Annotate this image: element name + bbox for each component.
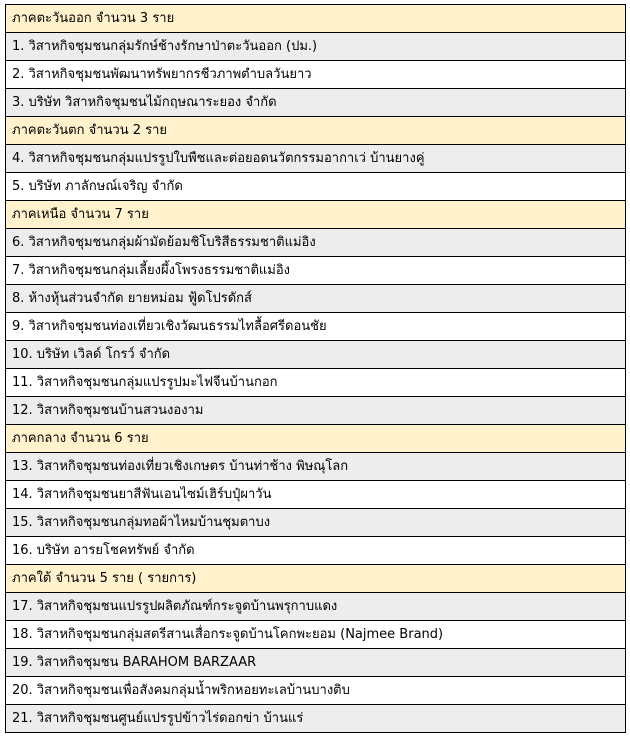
table-row — [6, 677, 626, 705]
enterprise-name-cell: 6. วิสาหกิจชุมชนกลุ่มผ้ามัดย้อมชิโบริสีธรรมชาติแม่อิง — [6, 229, 626, 257]
table-row — [6, 481, 626, 509]
enterprise-name-cell: 1. วิสาหกิจชุมชนกลุ่มรักษ์ช้างรักษาป่าตะวันออก (ปม.) — [6, 33, 626, 61]
region-header-cell: ภาคตะวันตก จำนวน 2 ราย — [6, 117, 626, 145]
region-header-cell: ภาคตะวันออก จำนวน 3 ราย — [6, 5, 626, 33]
table-row — [6, 145, 626, 173]
enterprise-name-cell: 19. วิสาหกิจชุมชน BARAHOM BARZAAR — [6, 649, 626, 677]
region-header-cell: ภาคเหนือ จำนวน 7 ราย — [6, 201, 626, 229]
table-row — [6, 173, 626, 201]
enterprise-name-cell: 3. บริษัท วิสาหกิจชุมชนไม้กฤษณาระยอง จำกัด — [6, 89, 626, 117]
region-header-row — [6, 425, 626, 453]
enterprise-name-cell: 18. วิสาหกิจชุมชนกลุ่มสตรีสานเสื่อกระจูดบ้านโคกพะยอม (Najmee Brand) — [6, 621, 626, 649]
enterprise-name-cell: 20. วิสาหกิจชุมชนเพื่อสังคมกลุ่มน้ำพริกหอยทะเลบ้านบางติบ — [6, 677, 626, 705]
enterprise-name-cell: 9. วิสาหกิจชุมชนท่องเที่ยวเชิงวัฒนธรรมไทลื้อศรีดอนชัย — [6, 313, 626, 341]
region-header-row — [6, 5, 626, 33]
table-row — [6, 61, 626, 89]
table-row — [6, 649, 626, 677]
table-row — [6, 89, 626, 117]
enterprise-name-cell: 15. วิสาหกิจชุมชนกลุ่มทอผ้าไหมบ้านชุมตาบง — [6, 509, 626, 537]
enterprise-name-cell: 14. วิสาหกิจชุมชนยาสีฟันเอนไซม์เฮิร์บปุ๋ผาวัน — [6, 481, 626, 509]
table-row — [6, 509, 626, 537]
table-row — [6, 593, 626, 621]
enterprise-name-cell: 8. ห้างหุ้นส่วนจำกัด ยายหม่อม ฟู้ดโปรดักส์ — [6, 285, 626, 313]
enterprise-name-cell: 16. บริษัท อารยโชคทรัพย์ จำกัด — [6, 537, 626, 565]
region-header-row — [6, 565, 626, 593]
table-row — [6, 453, 626, 481]
table-row — [6, 33, 626, 61]
enterprise-name-cell: 12. วิสาหกิจชุมชนบ้านสวนงองาม — [6, 397, 626, 425]
table-row — [6, 369, 626, 397]
table-row — [6, 229, 626, 257]
enterprise-name-cell: 10. บริษัท เวิลด์ โกรว์ จำกัด — [6, 341, 626, 369]
table-row — [6, 313, 626, 341]
enterprise-name-cell: 2. วิสาหกิจชุมชนพัฒนาทรัพยากรชีวภาพตำบลวันยาว — [6, 61, 626, 89]
table-row — [6, 705, 626, 733]
region-header-row — [6, 117, 626, 145]
enterprise-name-cell: 4. วิสาหกิจชุมชนกลุ่มแปรรูปใบพืชและต่อยอดนวัตกรรมอากาเว่ บ้านยางคู่ — [6, 145, 626, 173]
enterprise-list-table — [5, 4, 626, 733]
enterprise-name-cell: 7. วิสาหกิจชุมชนกลุ่มเลี้ยงผึ้งโพรงธรรมชาติแม่อิง — [6, 257, 626, 285]
enterprise-name-cell: 13. วิสาหกิจชุมชนท่องเที่ยวเชิงเกษตร บ้านท่าช้าง พิษณุโลก — [6, 453, 626, 481]
table-row — [6, 257, 626, 285]
table-row — [6, 621, 626, 649]
enterprise-name-cell: 21. วิสาหกิจชุมชนศูนย์แปรรูปข้าวไร่ดอกข่า บ้านแร่ — [6, 705, 626, 733]
enterprise-name-cell: 11. วิสาหกิจชุมชนกลุ่มแปรรูปมะไฟจีนบ้านกอก — [6, 369, 626, 397]
region-header-cell: ภาคกลาง จำนวน 6 ราย — [6, 425, 626, 453]
table-row — [6, 537, 626, 565]
region-header-row — [6, 201, 626, 229]
enterprise-name-cell: 17. วิสาหกิจชุมชนแปรรูปผลิตภัณฑ์กระจูดบ้านพรุกาบแดง — [6, 593, 626, 621]
region-header-cell: ภาคใต้ จำนวน 5 ราย ( รายการ) — [6, 565, 626, 593]
table-row — [6, 341, 626, 369]
table-row — [6, 397, 626, 425]
table-row — [6, 285, 626, 313]
enterprise-name-cell: 5. บริษัท ภาลักษณ์เจริญ จำกัด — [6, 173, 626, 201]
table-body — [6, 5, 626, 733]
